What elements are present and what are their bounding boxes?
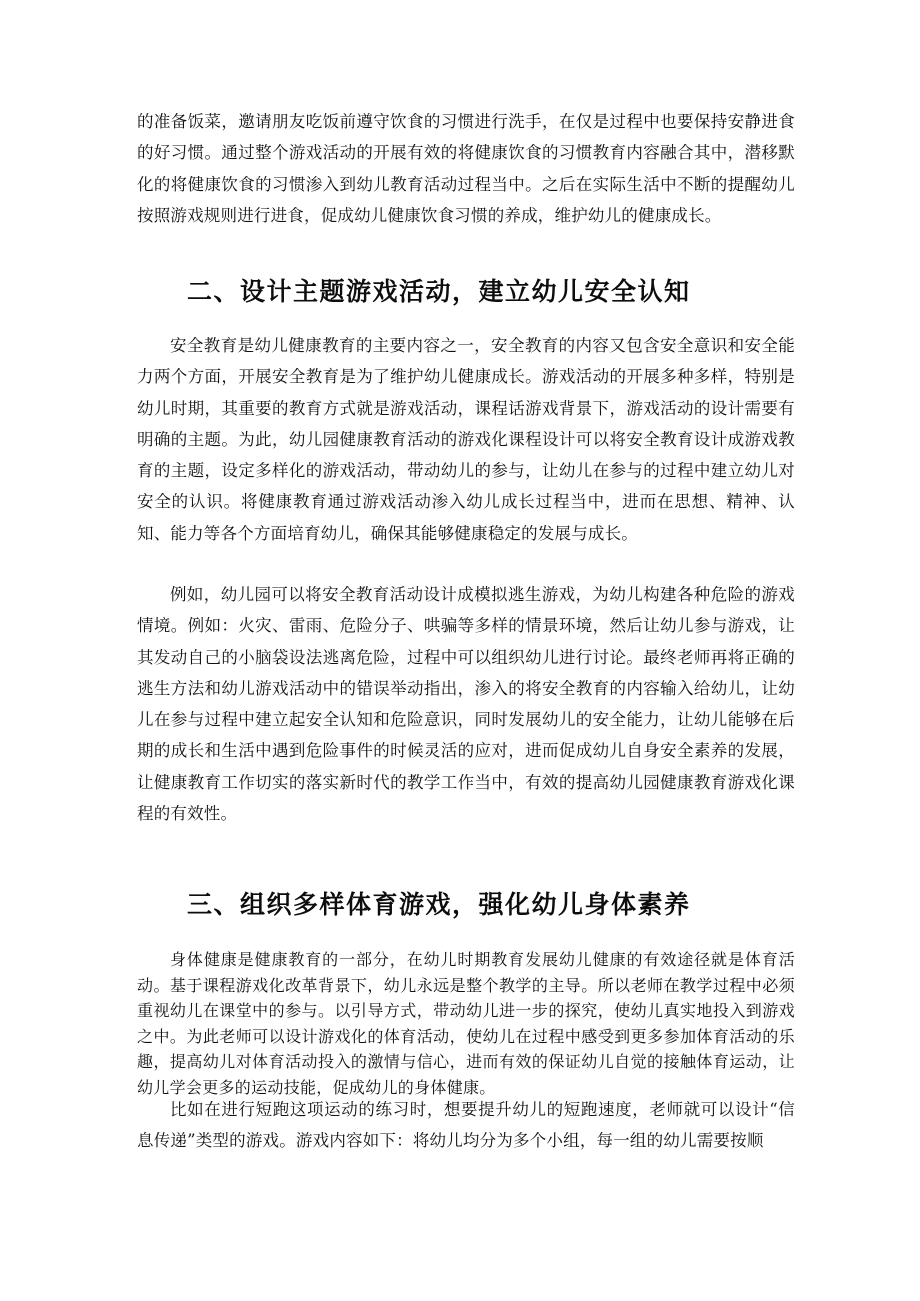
paragraph-escape-game-example: 例如，幼儿园可以将安全教育活动设计成模拟逃生游戏，为幼儿构建各种危险的游戏情境。例如：火灾、雷雨、危险分子、哄骗等多样的情景环境，然后让幼儿参与游戏，让其发动自己的小脑袋设法逃离危险，过程中可以组织幼儿进行讨论。最终老师再将正确的逃生方法和幼儿游戏活动中的错误举动指出，渗入的将安全教育的内容输入给幼儿，让幼儿在参与过程中建立起安全认知和危险意识，同时发展幼儿的安全能力，让幼儿能够在后期的成长和生活中遇到危险事件的时候灵活的应对，进而促成幼儿自身安全素养的发展，让健康教育工作切实的落实新时代的教学工作当中，有效的提高幼儿园健康教育游戏化课程的有效性。 <box>137 585 795 824</box>
paragraph-healthy-eating-conclusion: 的准备饭菜，邀请朋友吃饭前遵守饮食的习惯进行洗手，在仅是过程中也要保持安静进食的好习惯。通过整个游戏活动的开展有效的将健康饮食的习惯教育内容融合其中，潜移默化的将健康饮食的习惯渗入到幼儿教育活动过程当中。之后在实际生活中不断的提醒幼儿按照游戏规则进行进食，促成幼儿健康饮食习惯的养成，维护幼儿的健康成长。 <box>137 112 795 225</box>
section-heading-safety-awareness: 二、设计主题游戏活动，建立幼儿安全认知 <box>187 277 691 306</box>
paragraph-sprint-example: 比如在进行短跑这项运动的练习时，想要提升幼儿的短跑速度，老师就可以设计“信息传递”类型的游戏。游戏内容如下：将幼儿均分为多个小组，每一组的幼儿需要按顺 <box>137 1100 795 1151</box>
paragraph-physical-health: 身体健康是健康教育的一部分，在幼儿时期教育发展幼儿健康的有效途径就是体育活动。基于课程游戏化改革背景下，幼儿永远是整个教学的主导。所以老师在教学过程中必须重视幼儿在课堂中的参与。以引导方式，带动幼儿进一步的探究，使幼儿真实地投入到游戏之中。为此老师可以设计游戏化的体育活动，使幼儿在过程中感受到更多参加体育活动的乐趣，提高幼儿对体育活动投入的激情与信心，进而有效的保证幼儿自觉的接触体育运动，让幼儿学会更多的运动技能，促成幼儿的身体健康。 <box>137 950 795 1097</box>
section-heading-physical-literacy: 三、组织多样体育游戏，强化幼儿身体素养 <box>187 890 691 919</box>
paragraph-safety-education: 安全教育是幼儿健康教育的主要内容之一，安全教育的内容又包含安全意识和安全能力两个方面，开展安全教育是为了维护幼儿健康成长。游戏活动的开展多种多样，特别是幼儿时期，其重要的教育方式就是游戏活动，课程话游戏背景下，游戏活动的设计需要有明确的主题。为此，幼儿园健康教育活动的游戏化课程设计可以将安全教育设计成游戏教育的主题，设定多样化的游戏活动，带动幼儿的参与，让幼儿在参与的过程中建立幼儿对安全的认识。将健康教育通过游戏活动渗入幼儿成长过程当中，进而在思想、精神、认知、能力等各个方面培育幼儿，确保其能够健康稳定的发展与成长。 <box>137 336 795 543</box>
